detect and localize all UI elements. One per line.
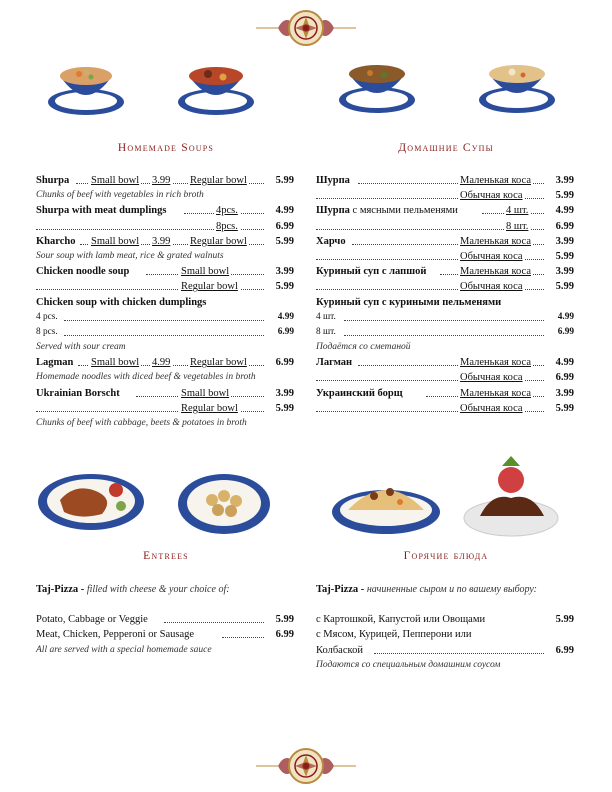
- item-name: Chicken noodle soup: [36, 266, 130, 278]
- entrees-menu-ru: [316, 582, 574, 673]
- price: 4.99: [557, 311, 574, 322]
- taj-pizza-heading-ru: Taj-Pizza - начиненные сыром и по вашему выбору:: [316, 584, 538, 595]
- price: 6.99: [555, 372, 574, 384]
- item-name-chicken-dumplings-ru: Куриный суп с куриными пельменями: [316, 296, 502, 308]
- item-name: Куриный суп с лапшой: [316, 266, 427, 278]
- menu-item-chicken-dumplings-ru-8: [316, 325, 574, 340]
- size-label: Маленькая коса: [458, 386, 533, 401]
- menu-item-lagman: [36, 355, 294, 370]
- top-ornament: [256, 6, 356, 50]
- size-label: Обычная коса: [458, 188, 525, 203]
- size-label: Обычная коса: [458, 370, 525, 385]
- section-title-soups-ru: Домашние Супы: [398, 142, 494, 154]
- size-label: 8pcs.: [214, 219, 240, 234]
- item-name-chicken-dumplings: Chicken soup with chicken dumplings: [36, 296, 207, 308]
- item-name: Ukrainian Borscht: [36, 387, 120, 399]
- size-label: Small bowl: [89, 173, 141, 188]
- menu-item-shurpa-dumplings-ru: [316, 203, 574, 218]
- menu-item-chicken-dumplings-4: [36, 310, 294, 325]
- size-label: Обычная коса: [458, 279, 525, 294]
- soup-bowl-image-1: [46, 52, 126, 118]
- price: 6.99: [555, 220, 574, 232]
- small-price: 3.99: [150, 234, 172, 249]
- size-label: Regular bowl: [179, 401, 240, 416]
- size-label: Small bowl: [179, 386, 231, 401]
- price: 5.99: [275, 281, 294, 293]
- price: 4.99: [555, 205, 574, 217]
- menu-item-pizza-veggie-ru: [316, 612, 574, 627]
- size-label: Маленькая коса: [458, 173, 533, 188]
- section-title-entrees-ru: Горячие блюда: [403, 550, 489, 562]
- menu-item-shurpa-dumplings: [36, 203, 294, 218]
- entree-plate-image-4: [462, 452, 560, 538]
- size-label: Small bowl: [89, 234, 141, 249]
- size-label: Regular bowl: [188, 173, 249, 188]
- item-name: Kharcho: [36, 235, 76, 247]
- price: 4.99: [277, 311, 294, 322]
- size-label: 4pcs.: [214, 203, 240, 218]
- menu-item-borscht-regular: [36, 401, 294, 416]
- menu-item-kharcho: [36, 234, 294, 249]
- menu-item-shurpa-ru-regular: [316, 188, 574, 203]
- menu-item-pizza-veggie: [36, 612, 294, 627]
- size-label: 8 pcs.: [36, 326, 58, 337]
- size-label: 4 pcs.: [36, 311, 58, 322]
- size-label: Маленькая коса: [458, 234, 533, 249]
- price: 3.99: [555, 266, 574, 278]
- item-name: Лагман: [316, 357, 353, 369]
- soups-menu-ru: [316, 173, 574, 416]
- price: 6.99: [277, 326, 294, 337]
- size-label: 8 шт.: [504, 219, 530, 234]
- small-price: 4.99: [150, 355, 172, 370]
- item-name: Meat, Chicken, Pepperoni or Sausage: [36, 629, 195, 641]
- soups-menu-en: [36, 173, 294, 431]
- item-name: Shurpa: [36, 175, 70, 186]
- item-description: Chunks of beef with cabbage, beets & potatoes in broth: [36, 418, 247, 428]
- menu-item-noodle-ru: [316, 264, 574, 279]
- small-price: 3.99: [150, 173, 172, 188]
- price: 3.99: [555, 175, 574, 186]
- size-label: 8 шт.: [316, 326, 336, 337]
- section-title-entrees-en: Entrees: [143, 550, 189, 562]
- menu-item-borscht: [36, 386, 294, 401]
- price: 6.99: [275, 629, 294, 641]
- entrees-menu-en: [36, 582, 294, 658]
- price: 6.99: [555, 644, 574, 656]
- menu-item-chicken-noodle-regular: [36, 279, 294, 294]
- menu-item-shurpa-dumplings-8: [36, 219, 294, 234]
- menu-item-kharcho-ru-regular: [316, 249, 574, 264]
- bottom-ornament: [256, 744, 356, 788]
- menu-item-pizza-meat-ru: [316, 643, 574, 658]
- price: 5.99: [275, 402, 294, 414]
- price: 5.99: [555, 190, 574, 202]
- item-name: Шурпа с мясными пельменями: [316, 205, 458, 217]
- menu-item-borscht-ru-regular: [316, 401, 574, 416]
- item-name: Колбаской: [316, 644, 363, 656]
- size-label: 4 шт.: [504, 203, 530, 218]
- item-name: Харчо: [316, 235, 346, 247]
- price: 6.99: [557, 326, 574, 337]
- price: 5.99: [555, 250, 574, 262]
- entree-plate-image-2: [176, 470, 272, 536]
- size-label: Regular bowl: [188, 234, 249, 249]
- section-title-soups-en: Homemade Soups: [117, 142, 215, 154]
- price: 5.99: [555, 281, 574, 293]
- item-name: Lagman: [36, 357, 74, 369]
- size-label: Regular bowl: [179, 279, 240, 294]
- item-note: Подаются со специальным домашним соусом: [316, 659, 501, 670]
- entree-plate-image-3: [330, 464, 442, 536]
- price: 4.99: [275, 205, 294, 217]
- price: 5.99: [275, 235, 294, 247]
- size-label: Обычная коса: [458, 401, 525, 416]
- item-description: Sour soup with lamb meat, rice & grated walnuts: [36, 250, 224, 261]
- item-name: Shurpa with meat dumplings: [36, 205, 167, 217]
- price: 3.99: [275, 387, 294, 399]
- price: 5.99: [275, 614, 294, 626]
- price: 3.99: [555, 387, 574, 399]
- taj-pizza-heading: Taj-Pizza - filled with cheese & your choice of:: [36, 584, 230, 595]
- item-name: Украинский борщ: [316, 387, 403, 399]
- menu-item-noodle-ru-regular: [316, 279, 574, 294]
- menu-item-chicken-dumplings-ru-4: [316, 310, 574, 325]
- price: 4.99: [555, 357, 574, 369]
- menu-item-lagman-ru: [316, 355, 574, 370]
- item-name: Шурпа: [316, 175, 350, 186]
- entree-plate-image-1: [36, 470, 146, 532]
- menu-item-shurpa-dumplings-ru-8: [316, 219, 574, 234]
- price: 6.99: [275, 357, 294, 369]
- item-note: Подаётся со сметаной: [316, 342, 411, 353]
- size-label: Маленькая коса: [458, 264, 533, 279]
- menu-item-borscht-ru: [316, 386, 574, 401]
- menu-item-kharcho-ru: [316, 234, 574, 249]
- item-note: Served with sour cream: [36, 342, 126, 353]
- item-name-line1: с Мясом, Курицей, Пепперони или: [316, 629, 472, 641]
- item-description: Homemade noodles with diced beef & vegetables in broth: [36, 372, 256, 383]
- price: 3.99: [555, 235, 574, 247]
- price: 5.99: [555, 614, 574, 626]
- price: 5.99: [555, 402, 574, 414]
- menu-item-shurpa-ru: [316, 173, 574, 188]
- size-label: 4 шт.: [316, 311, 336, 322]
- price: 3.99: [275, 266, 294, 278]
- item-note: All are served with a special homemade sauce: [36, 644, 212, 655]
- menu-item-lagman-ru-regular: [316, 370, 574, 385]
- soup-bowl-image-2: [176, 56, 256, 118]
- size-label: Обычная коса: [458, 249, 525, 264]
- menu-item-shurpa: [36, 173, 294, 188]
- size-label: Small bowl: [89, 355, 141, 370]
- menu-item-chicken-noodle: [36, 264, 294, 279]
- item-name: Potato, Cabbage or Veggie: [36, 614, 148, 626]
- item-name: с Картошкой, Капустой или Овощами: [316, 614, 486, 626]
- soup-bowl-image-4: [476, 56, 558, 116]
- price: 6.99: [275, 220, 294, 232]
- size-label: Regular bowl: [188, 355, 249, 370]
- size-label: Small bowl: [179, 264, 231, 279]
- size-label: Маленькая коса: [458, 355, 533, 370]
- menu-item-pizza-meat: [36, 627, 294, 642]
- price: 5.99: [275, 175, 294, 186]
- menu-item-chicken-dumplings-8: [36, 325, 294, 340]
- item-description: Chunks of beef with vegetables in rich broth: [36, 190, 204, 201]
- soup-bowl-image-3: [336, 56, 418, 116]
